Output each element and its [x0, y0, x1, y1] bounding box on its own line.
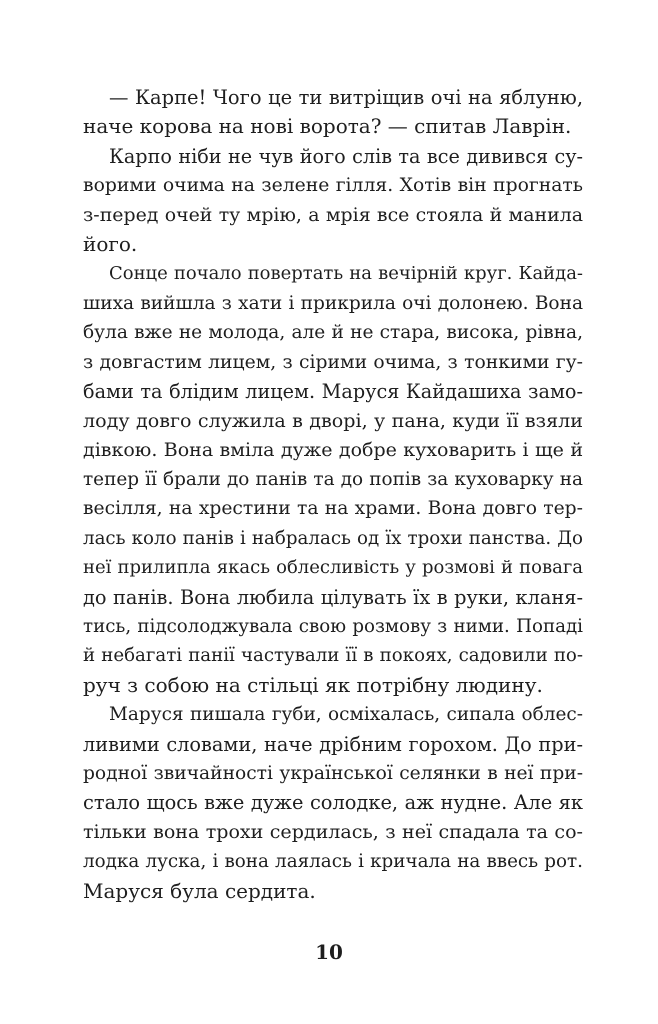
page-number: 10 — [315, 940, 343, 964]
text-line: ливими словами, наче дрібним горохом. До при- — [83, 732, 583, 756]
text-line: лодка луска, і вона лаялась і кричала на ввесь рот. — [83, 851, 583, 873]
text-line: з-перед очей ту мрію, а мрія все стояла й манила — [83, 203, 583, 226]
text-line: до панів. Вона любила цілувать їх в руки, кланя- — [83, 585, 583, 609]
text-line: наче корова на нові ворота? — спитав Лаврін. — [83, 114, 572, 139]
text-line: Маруся пишала губи, осміхалась, сипала облес- — [109, 704, 583, 726]
text-line: його. — [83, 231, 138, 256]
text-line: руч з собою на стільці як потрібну людину. — [83, 672, 543, 697]
paragraph-1 — [83, 83, 583, 142]
text-line: й небагаті панії частували її в покоях, садовили по- — [83, 645, 583, 667]
text-line: Маруся була сердита. — [83, 878, 316, 903]
text-line: тепер її брали до панів та до попів за куховарку на — [83, 469, 583, 491]
text-line: родної звичайності української селянки в неї при- — [83, 762, 583, 784]
text-line: ворими очима на зелене гілля. Хотів він прогнать — [83, 175, 583, 197]
text-line: Карпо ніби не чув його слів та все дивився су- — [109, 144, 583, 168]
text-line: тись, підсолоджувала свою розмову з ними. Попаді — [83, 616, 583, 638]
paragraph-3 — [83, 259, 583, 700]
text-line: Сонце почало повертать на вечірній круг. Кайда- — [109, 263, 583, 285]
page-text — [83, 83, 583, 906]
text-line: весілля, на хрестини та на храми. Вона довго тер- — [83, 498, 583, 520]
paragraph-4 — [83, 700, 583, 906]
text-line: тільки вона трохи сердилась, з неї спадала та со- — [83, 820, 583, 843]
paragraph-2 — [83, 142, 583, 260]
text-line: лоду довго служила в дворі, у пана, куди її взяли — [83, 409, 583, 433]
text-line: бами та блідим лицем. Маруся Кайдашиха замо- — [83, 379, 583, 403]
text-line: була вже не молода, але й не стара, висока, рівна, — [83, 322, 583, 344]
text-line: дівкою. Вона вміла дуже добре куховарить і ще й — [83, 438, 583, 461]
text-line: неї прилипла якась облесливість у розмові й повага — [83, 557, 583, 579]
text-line: з довгастим лицем, з сірими очима, з тонкими гу- — [83, 351, 583, 373]
text-line: шиха вийшла з хати і прикрила очі долонею. Вона — [83, 292, 583, 314]
text-line: стало щось вже дуже солодке, аж нудне. Але як — [83, 791, 583, 815]
text-line: — Карпе! Чого це ти витріщив очі на яблуню, — [109, 86, 583, 109]
text-line: лась коло панів і набралась од їх трохи панства. До — [83, 527, 583, 549]
